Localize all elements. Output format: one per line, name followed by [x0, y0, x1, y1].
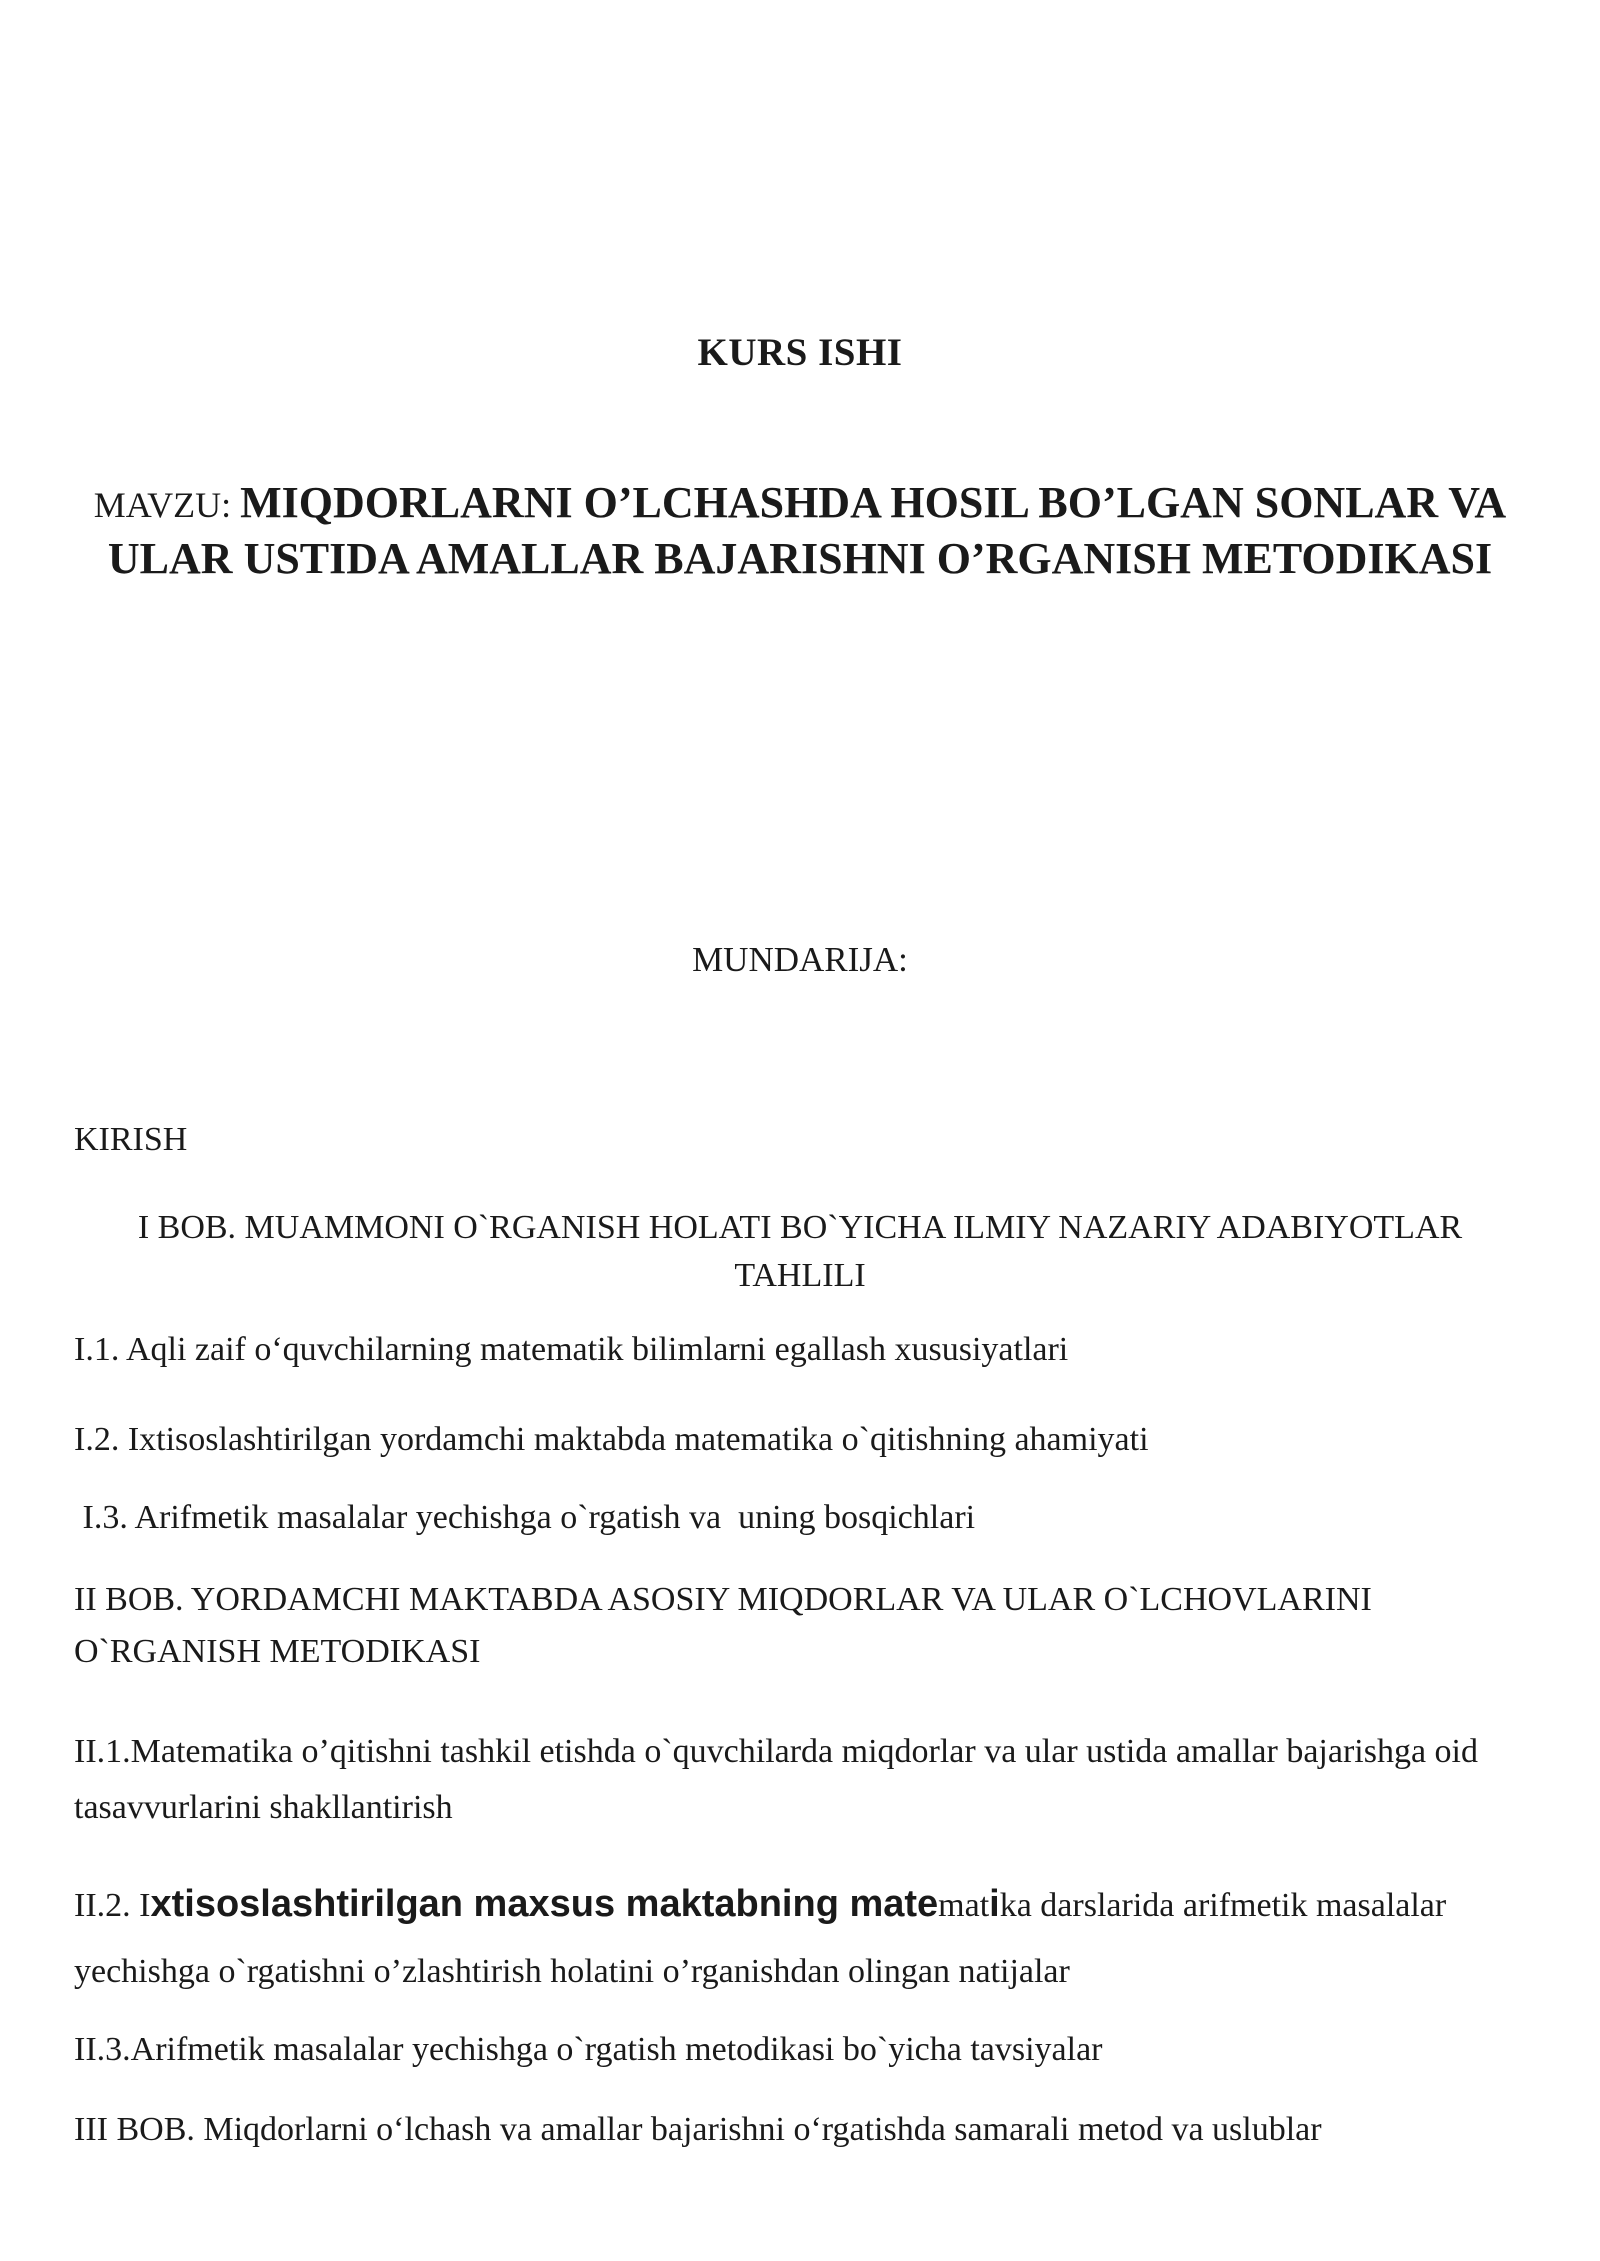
- toc-item-intro: KIRISH: [74, 1121, 188, 1158]
- toc-item-section-1-1: I.1. Aqli zaif o‘quvchilarning matematik bilimlarni egallash xususiyatlari: [74, 1331, 1069, 1368]
- toc-item-section-1-2: I.2. Ixtisoslashtirilgan yordamchi maktabda matematika o`qitishning ahamiyati: [74, 1421, 1149, 1458]
- topic-line: [60, 476, 1540, 586]
- toc-heading: MUNDARIJA:: [692, 940, 908, 979]
- section-2-2-bold-text: xtisoslashtirilgan maxsus maktabning mate: [150, 1883, 939, 1925]
- toc-item-section-2-1: II.1.Matematika o’qitishni tashkil etishda o`quvchilarda miqdorlar va ular ustida amallar bajarishga oid tasavvurlarini shakllantirish: [74, 1733, 1478, 1826]
- toc-item-section-2-3: II.3.Arifmetik masalalar yechishga o`rgatish metodikasi bo`yicha tavsiyalar: [74, 2031, 1103, 2068]
- topic-title: MIQDORLARNI O’LCHASHDA HOSIL BO’LGAN SONLAR VA ULAR USTIDA AMALLAR BAJARISHNI O’RGANISH METODIKASI: [107, 478, 1507, 583]
- section-2-2-text-a: mat: [938, 1887, 990, 1924]
- topic-prefix: MAVZU:: [93, 485, 241, 525]
- toc-item-chapter-2: II BOB. YORDAMCHI MAKTABDA ASOSIY MIQDORLAR VA ULAR O`LCHOVLARINI O`RGANISH METODIKASI: [74, 1581, 1372, 1670]
- toc-item-section-1-3: I.3. Arifmetik masalalar yechishga o`rgatish va uning bosqichlari: [74, 1499, 976, 1536]
- section-2-2-number: II.2. I: [74, 1887, 151, 1924]
- section-2-2-bold-letter: i: [989, 1883, 1000, 1925]
- document-type-heading: KURS ISHI: [697, 331, 903, 374]
- toc-item-chapter-1: I BOB. MUAMMONI O`RGANISH HOLATI BO`YICHA ILMIY NAZARIY ADABIYOTLAR TAHLILI: [137, 1209, 1463, 1294]
- section-2-2-text-b: ka darslarida arifmetik masalalar yechishga o`rgatishni o’zlashtirish holatini o’rganishdan olingan natijalar: [74, 1887, 1447, 1990]
- toc-item-section-2-2: [74, 1871, 1534, 2005]
- toc-item-chapter-3: III BOB. Miqdorlarni o‘lchash va amallar bajarishni o‘rgatishda samarali metod va uslublar: [74, 2111, 1322, 2148]
